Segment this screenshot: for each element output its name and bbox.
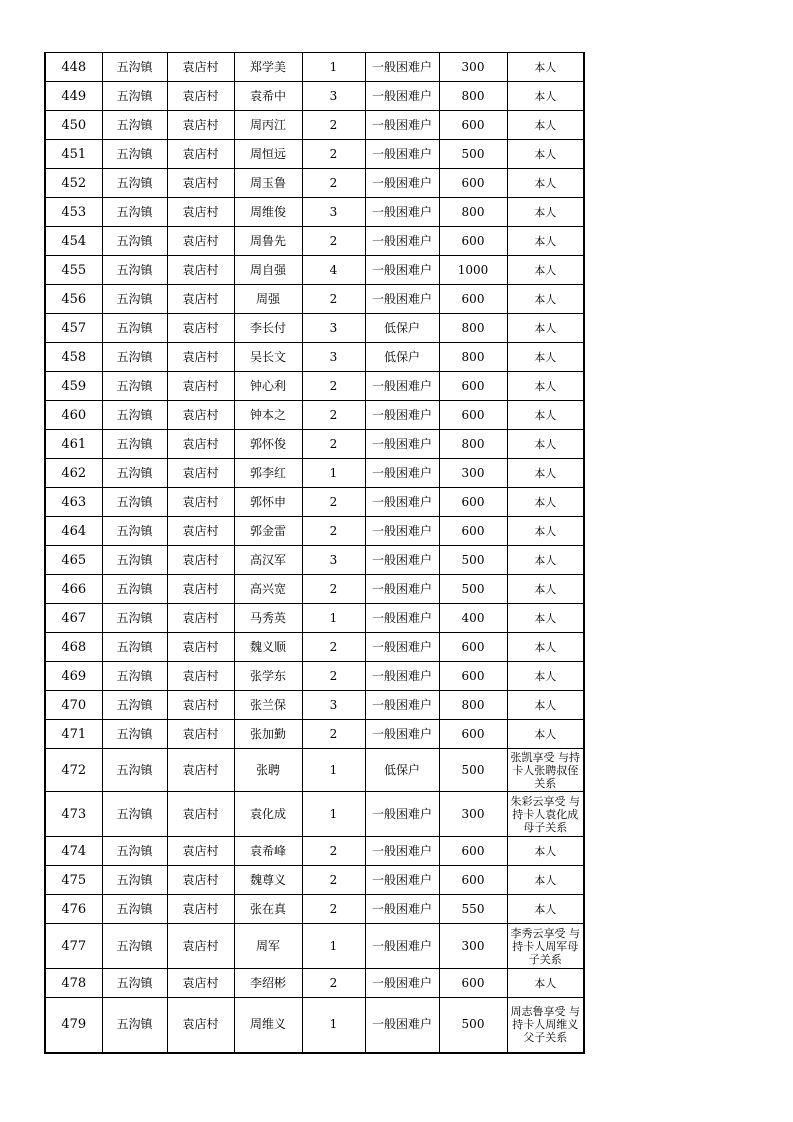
table-row: [45, 430, 584, 459]
household-count-cell: 3: [302, 198, 365, 227]
town-cell: 五沟镇: [102, 633, 167, 662]
amount-cell: 600: [439, 720, 507, 749]
village-cell: 袁店村: [167, 111, 234, 140]
beneficiary-cell: 本人: [507, 314, 584, 343]
town-cell: 五沟镇: [102, 372, 167, 401]
town-cell: 五沟镇: [102, 459, 167, 488]
table-body: [45, 53, 584, 1053]
household-type-cell: 一般困难户: [365, 169, 439, 198]
town-cell: 五沟镇: [102, 488, 167, 517]
household-type-cell: 一般困难户: [365, 517, 439, 546]
table-row: [45, 837, 584, 866]
household-count-cell: 3: [302, 343, 365, 372]
row-number: 460: [45, 401, 102, 430]
town-cell: 五沟镇: [102, 227, 167, 256]
village-cell: 袁店村: [167, 488, 234, 517]
table-row: [45, 53, 584, 82]
town-cell: 五沟镇: [102, 169, 167, 198]
beneficiary-cell: 本人: [507, 837, 584, 866]
beneficiary-cell: 本人: [507, 430, 584, 459]
beneficiary-cell: 本人: [507, 140, 584, 169]
amount-cell: 800: [439, 82, 507, 111]
household-count-cell: 1: [302, 53, 365, 82]
household-type-cell: 一般困难户: [365, 285, 439, 314]
row-number: 473: [45, 792, 102, 837]
household-type-cell: 一般困难户: [365, 969, 439, 998]
name-cell: 郭怀申: [234, 488, 302, 517]
name-cell: 郭李红: [234, 459, 302, 488]
household-count-cell: 2: [302, 169, 365, 198]
name-cell: 郭怀俊: [234, 430, 302, 459]
household-type-cell: 一般困难户: [365, 53, 439, 82]
household-type-cell: 一般困难户: [365, 488, 439, 517]
town-cell: 五沟镇: [102, 969, 167, 998]
row-number: 467: [45, 604, 102, 633]
beneficiary-cell: 本人: [507, 111, 584, 140]
beneficiary-cell: 张凯享受 与持卡人张聘叔侄关系: [507, 749, 584, 792]
name-cell: 周维俊: [234, 198, 302, 227]
village-cell: 袁店村: [167, 969, 234, 998]
village-cell: 袁店村: [167, 792, 234, 837]
row-number: 465: [45, 546, 102, 575]
village-cell: 袁店村: [167, 633, 234, 662]
amount-cell: 300: [439, 924, 507, 969]
household-count-cell: 2: [302, 662, 365, 691]
row-number: 471: [45, 720, 102, 749]
relief-table: [44, 52, 585, 1054]
name-cell: 周自强: [234, 256, 302, 285]
household-count-cell: 2: [302, 140, 365, 169]
name-cell: 袁希中: [234, 82, 302, 111]
row-number: 469: [45, 662, 102, 691]
town-cell: 五沟镇: [102, 314, 167, 343]
beneficiary-cell: 本人: [507, 169, 584, 198]
beneficiary-cell: 本人: [507, 227, 584, 256]
village-cell: 袁店村: [167, 256, 234, 285]
village-cell: 袁店村: [167, 998, 234, 1053]
village-cell: 袁店村: [167, 575, 234, 604]
beneficiary-cell: 本人: [507, 895, 584, 924]
table-row: [45, 401, 584, 430]
row-number: 448: [45, 53, 102, 82]
household-type-cell: 一般困难户: [365, 546, 439, 575]
household-type-cell: 一般困难户: [365, 111, 439, 140]
town-cell: 五沟镇: [102, 749, 167, 792]
name-cell: 周强: [234, 285, 302, 314]
beneficiary-cell: 本人: [507, 488, 584, 517]
table-row: [45, 895, 584, 924]
village-cell: 袁店村: [167, 140, 234, 169]
beneficiary-cell: 本人: [507, 401, 584, 430]
table-row: [45, 866, 584, 895]
name-cell: 魏尊义: [234, 866, 302, 895]
beneficiary-cell: 本人: [507, 517, 584, 546]
amount-cell: 800: [439, 430, 507, 459]
household-count-cell: 3: [302, 82, 365, 111]
name-cell: 马秀英: [234, 604, 302, 633]
row-number: 476: [45, 895, 102, 924]
town-cell: 五沟镇: [102, 256, 167, 285]
town-cell: 五沟镇: [102, 430, 167, 459]
household-count-cell: 2: [302, 969, 365, 998]
village-cell: 袁店村: [167, 169, 234, 198]
household-count-cell: 2: [302, 227, 365, 256]
table-row: [45, 517, 584, 546]
name-cell: 钟本之: [234, 401, 302, 430]
beneficiary-cell: 本人: [507, 82, 584, 111]
row-number: 453: [45, 198, 102, 227]
row-number: 461: [45, 430, 102, 459]
household-count-cell: 2: [302, 866, 365, 895]
village-cell: 袁店村: [167, 227, 234, 256]
name-cell: 郑学美: [234, 53, 302, 82]
row-number: 466: [45, 575, 102, 604]
amount-cell: 600: [439, 169, 507, 198]
row-number: 450: [45, 111, 102, 140]
amount-cell: 500: [439, 140, 507, 169]
row-number: 463: [45, 488, 102, 517]
name-cell: 张在真: [234, 895, 302, 924]
row-number: 458: [45, 343, 102, 372]
household-count-cell: 1: [302, 998, 365, 1053]
beneficiary-cell: 李秀云享受 与持卡人周军母子关系: [507, 924, 584, 969]
name-cell: 郭金雷: [234, 517, 302, 546]
table-row: [45, 227, 584, 256]
table-row: [45, 633, 584, 662]
household-count-cell: 2: [302, 895, 365, 924]
amount-cell: 300: [439, 792, 507, 837]
village-cell: 袁店村: [167, 314, 234, 343]
name-cell: 袁希峰: [234, 837, 302, 866]
table-row: [45, 720, 584, 749]
amount-cell: 600: [439, 633, 507, 662]
household-count-cell: 2: [302, 837, 365, 866]
name-cell: 周军: [234, 924, 302, 969]
town-cell: 五沟镇: [102, 82, 167, 111]
row-number: 478: [45, 969, 102, 998]
table-row: [45, 924, 584, 969]
name-cell: 张聘: [234, 749, 302, 792]
amount-cell: 500: [439, 546, 507, 575]
village-cell: 袁店村: [167, 517, 234, 546]
name-cell: 袁化成: [234, 792, 302, 837]
beneficiary-cell: 朱彩云享受 与持卡人袁化成母子关系: [507, 792, 584, 837]
table-row: [45, 343, 584, 372]
town-cell: 五沟镇: [102, 140, 167, 169]
row-number: 474: [45, 837, 102, 866]
beneficiary-cell: 本人: [507, 53, 584, 82]
town-cell: 五沟镇: [102, 792, 167, 837]
row-number: 456: [45, 285, 102, 314]
household-count-cell: 1: [302, 924, 365, 969]
amount-cell: 600: [439, 837, 507, 866]
household-count-cell: 1: [302, 604, 365, 633]
row-number: 479: [45, 998, 102, 1053]
name-cell: 魏义顺: [234, 633, 302, 662]
table-row: [45, 998, 584, 1053]
village-cell: 袁店村: [167, 924, 234, 969]
household-type-cell: 一般困难户: [365, 198, 439, 227]
household-type-cell: 低保户: [365, 314, 439, 343]
table-row: [45, 198, 584, 227]
amount-cell: 500: [439, 998, 507, 1053]
amount-cell: 600: [439, 285, 507, 314]
table-row: [45, 459, 584, 488]
village-cell: 袁店村: [167, 691, 234, 720]
amount-cell: 800: [439, 314, 507, 343]
amount-cell: 500: [439, 749, 507, 792]
beneficiary-cell: 本人: [507, 343, 584, 372]
town-cell: 五沟镇: [102, 895, 167, 924]
beneficiary-cell: 本人: [507, 604, 584, 633]
town-cell: 五沟镇: [102, 866, 167, 895]
household-count-cell: 2: [302, 488, 365, 517]
household-count-cell: 3: [302, 314, 365, 343]
name-cell: 高兴宽: [234, 575, 302, 604]
town-cell: 五沟镇: [102, 111, 167, 140]
household-count-cell: 2: [302, 401, 365, 430]
town-cell: 五沟镇: [102, 691, 167, 720]
town-cell: 五沟镇: [102, 198, 167, 227]
household-count-cell: 3: [302, 546, 365, 575]
beneficiary-cell: 本人: [507, 720, 584, 749]
table-row: [45, 285, 584, 314]
row-number: 477: [45, 924, 102, 969]
village-cell: 袁店村: [167, 401, 234, 430]
table-row: [45, 314, 584, 343]
household-type-cell: 一般困难户: [365, 575, 439, 604]
table-row: [45, 372, 584, 401]
household-type-cell: 一般困难户: [365, 401, 439, 430]
household-count-cell: 2: [302, 372, 365, 401]
table-row: [45, 749, 584, 792]
table-row: [45, 488, 584, 517]
household-type-cell: 一般困难户: [365, 604, 439, 633]
household-type-cell: 一般困难户: [365, 895, 439, 924]
amount-cell: 500: [439, 575, 507, 604]
name-cell: 李长付: [234, 314, 302, 343]
name-cell: 钟心利: [234, 372, 302, 401]
table-row: [45, 662, 584, 691]
household-type-cell: 一般困难户: [365, 720, 439, 749]
beneficiary-cell: 本人: [507, 372, 584, 401]
town-cell: 五沟镇: [102, 604, 167, 633]
beneficiary-cell: 周志鲁享受 与持卡人周维义父子关系: [507, 998, 584, 1053]
table-row: [45, 140, 584, 169]
household-count-cell: 4: [302, 256, 365, 285]
amount-cell: 800: [439, 198, 507, 227]
household-type-cell: 一般困难户: [365, 372, 439, 401]
name-cell: 高汉军: [234, 546, 302, 575]
household-type-cell: 一般困难户: [365, 82, 439, 111]
village-cell: 袁店村: [167, 372, 234, 401]
beneficiary-cell: 本人: [507, 256, 584, 285]
table-row: [45, 604, 584, 633]
row-number: 468: [45, 633, 102, 662]
table-row: [45, 111, 584, 140]
table-row: [45, 792, 584, 837]
household-type-cell: 一般困难户: [365, 227, 439, 256]
row-number: 470: [45, 691, 102, 720]
amount-cell: 600: [439, 662, 507, 691]
row-number: 459: [45, 372, 102, 401]
table-row: [45, 169, 584, 198]
village-cell: 袁店村: [167, 546, 234, 575]
beneficiary-cell: 本人: [507, 633, 584, 662]
beneficiary-cell: 本人: [507, 575, 584, 604]
town-cell: 五沟镇: [102, 53, 167, 82]
row-number: 454: [45, 227, 102, 256]
name-cell: 张兰保: [234, 691, 302, 720]
household-count-cell: 2: [302, 111, 365, 140]
amount-cell: 1000: [439, 256, 507, 285]
table-row: [45, 691, 584, 720]
table-row: [45, 575, 584, 604]
village-cell: 袁店村: [167, 285, 234, 314]
table-row: [45, 82, 584, 111]
household-type-cell: 低保户: [365, 749, 439, 792]
beneficiary-cell: 本人: [507, 285, 584, 314]
beneficiary-cell: 本人: [507, 662, 584, 691]
household-type-cell: 一般困难户: [365, 633, 439, 662]
amount-cell: 600: [439, 401, 507, 430]
village-cell: 袁店村: [167, 837, 234, 866]
row-number: 472: [45, 749, 102, 792]
household-type-cell: 一般困难户: [365, 459, 439, 488]
amount-cell: 300: [439, 53, 507, 82]
household-type-cell: 一般困难户: [365, 691, 439, 720]
household-count-cell: 3: [302, 691, 365, 720]
household-type-cell: 一般困难户: [365, 140, 439, 169]
village-cell: 袁店村: [167, 53, 234, 82]
beneficiary-cell: 本人: [507, 459, 584, 488]
household-count-cell: 2: [302, 575, 365, 604]
row-number: 452: [45, 169, 102, 198]
household-count-cell: 2: [302, 633, 365, 662]
amount-cell: 600: [439, 111, 507, 140]
town-cell: 五沟镇: [102, 517, 167, 546]
table-row: [45, 969, 584, 998]
amount-cell: 600: [439, 227, 507, 256]
name-cell: 周丙江: [234, 111, 302, 140]
household-type-cell: 一般困难户: [365, 924, 439, 969]
household-type-cell: 低保户: [365, 343, 439, 372]
town-cell: 五沟镇: [102, 285, 167, 314]
town-cell: 五沟镇: [102, 924, 167, 969]
village-cell: 袁店村: [167, 82, 234, 111]
table-row: [45, 546, 584, 575]
village-cell: 袁店村: [167, 662, 234, 691]
household-type-cell: 一般困难户: [365, 256, 439, 285]
row-number: 449: [45, 82, 102, 111]
amount-cell: 550: [439, 895, 507, 924]
village-cell: 袁店村: [167, 604, 234, 633]
household-count-cell: 1: [302, 459, 365, 488]
town-cell: 五沟镇: [102, 401, 167, 430]
household-type-cell: 一般困难户: [365, 430, 439, 459]
amount-cell: 600: [439, 866, 507, 895]
beneficiary-cell: 本人: [507, 691, 584, 720]
town-cell: 五沟镇: [102, 662, 167, 691]
town-cell: 五沟镇: [102, 575, 167, 604]
row-number: 475: [45, 866, 102, 895]
name-cell: 周恒远: [234, 140, 302, 169]
amount-cell: 400: [439, 604, 507, 633]
town-cell: 五沟镇: [102, 343, 167, 372]
row-number: 451: [45, 140, 102, 169]
row-number: 464: [45, 517, 102, 546]
household-type-cell: 一般困难户: [365, 998, 439, 1053]
name-cell: 吴长文: [234, 343, 302, 372]
beneficiary-cell: 本人: [507, 198, 584, 227]
beneficiary-cell: 本人: [507, 866, 584, 895]
name-cell: 张加勤: [234, 720, 302, 749]
village-cell: 袁店村: [167, 749, 234, 792]
household-count-cell: 1: [302, 749, 365, 792]
amount-cell: 600: [439, 517, 507, 546]
beneficiary-cell: 本人: [507, 546, 584, 575]
household-count-cell: 1: [302, 792, 365, 837]
household-count-cell: 2: [302, 720, 365, 749]
household-type-cell: 一般困难户: [365, 662, 439, 691]
name-cell: 周玉鲁: [234, 169, 302, 198]
beneficiary-cell: 本人: [507, 969, 584, 998]
name-cell: 周鲁先: [234, 227, 302, 256]
village-cell: 袁店村: [167, 720, 234, 749]
row-number: 457: [45, 314, 102, 343]
town-cell: 五沟镇: [102, 837, 167, 866]
household-count-cell: 2: [302, 517, 365, 546]
table-row: [45, 256, 584, 285]
village-cell: 袁店村: [167, 459, 234, 488]
row-number: 455: [45, 256, 102, 285]
village-cell: 袁店村: [167, 866, 234, 895]
amount-cell: 600: [439, 488, 507, 517]
amount-cell: 800: [439, 343, 507, 372]
name-cell: 周维义: [234, 998, 302, 1053]
household-count-cell: 2: [302, 430, 365, 459]
household-type-cell: 一般困难户: [365, 792, 439, 837]
amount-cell: 600: [439, 969, 507, 998]
amount-cell: 800: [439, 691, 507, 720]
household-count-cell: 2: [302, 285, 365, 314]
town-cell: 五沟镇: [102, 720, 167, 749]
town-cell: 五沟镇: [102, 546, 167, 575]
household-type-cell: 一般困难户: [365, 837, 439, 866]
amount-cell: 600: [439, 372, 507, 401]
village-cell: 袁店村: [167, 343, 234, 372]
amount-cell: 300: [439, 459, 507, 488]
town-cell: 五沟镇: [102, 998, 167, 1053]
name-cell: 张学东: [234, 662, 302, 691]
village-cell: 袁店村: [167, 895, 234, 924]
name-cell: 李绍彬: [234, 969, 302, 998]
village-cell: 袁店村: [167, 430, 234, 459]
household-type-cell: 一般困难户: [365, 866, 439, 895]
village-cell: 袁店村: [167, 198, 234, 227]
row-number: 462: [45, 459, 102, 488]
